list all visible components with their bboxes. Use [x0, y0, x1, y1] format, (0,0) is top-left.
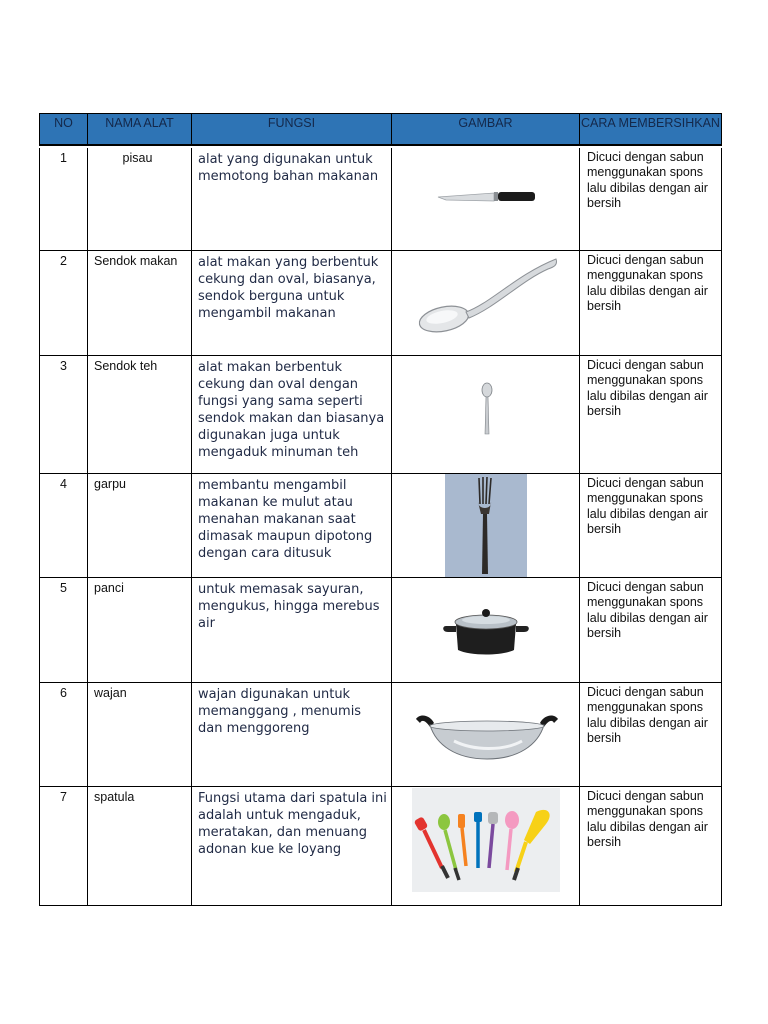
pot-image	[442, 606, 530, 656]
tool-name: spatula	[87, 787, 191, 905]
tool-function: wajan digunakan untuk memanggang , menumis dan menggoreng	[191, 683, 391, 786]
row-number: 1	[39, 148, 87, 250]
tool-function: untuk memasak sayuran, mengukus, hingga merebus air	[191, 578, 391, 682]
tool-name: wajan	[87, 683, 191, 786]
header-fungsi: FUNGSI	[191, 114, 391, 144]
cleaning-method: Dicuci dengan sabun menggunakan spons lalu dibilas dengan air bersih	[579, 683, 722, 786]
teaspoon-image	[480, 382, 494, 436]
cleaning-method: Dicuci dengan sabun menggunakan spons lalu dibilas dengan air bersih	[579, 787, 722, 905]
row-number: 7	[39, 787, 87, 905]
table-row	[39, 251, 722, 356]
cleaning-method: Dicuci dengan sabun menggunakan spons lalu dibilas dengan air bersih	[579, 578, 722, 682]
row-number: 4	[39, 474, 87, 577]
header-gambar: GAMBAR	[391, 114, 579, 144]
header-no: NO	[39, 114, 87, 144]
header-cara-membersihkan: CARA MEMBERSIHKAN	[579, 114, 722, 144]
tool-function: membantu mengambil makanan ke mulut atau menahan makanan saat dimasak maupun dipotong dengan cara ditusuk	[191, 474, 391, 577]
tool-image-cell	[391, 787, 579, 905]
tool-image-cell	[391, 251, 579, 355]
knife-image	[436, 188, 536, 204]
spatulas-image	[412, 788, 560, 892]
row-number: 6	[39, 683, 87, 786]
fork-image	[445, 474, 527, 577]
tool-function: alat yang digunakan untuk memotong bahan makanan	[191, 148, 391, 250]
tool-name: panci	[87, 578, 191, 682]
table-row	[39, 148, 722, 251]
tool-function: alat makan yang berbentuk cekung dan oval, biasanya, sendok berguna untuk mengambil makanan	[191, 251, 391, 355]
table-row	[39, 578, 722, 683]
row-number: 5	[39, 578, 87, 682]
table-row	[39, 474, 722, 578]
tool-function: alat makan berbentuk cekung dan oval dengan fungsi yang sama seperti sendok makan dan biasanya digunakan juga untuk mengaduk minuman teh	[191, 356, 391, 473]
table-row	[39, 787, 722, 906]
table-row	[39, 356, 722, 474]
tool-name: garpu	[87, 474, 191, 577]
row-number: 2	[39, 251, 87, 355]
cleaning-method: Dicuci dengan sabun menggunakan spons lalu dibilas dengan air bersih	[579, 356, 722, 473]
wok-image	[414, 711, 560, 763]
tool-name: pisau	[87, 148, 191, 250]
tool-image-cell	[391, 474, 579, 577]
tool-name: Sendok teh	[87, 356, 191, 473]
table-row	[39, 683, 722, 787]
table-header-row	[39, 113, 722, 146]
cleaning-method: Dicuci dengan sabun menggunakan spons lalu dibilas dengan air bersih	[579, 474, 722, 577]
cleaning-method: Dicuci dengan sabun menggunakan spons lalu dibilas dengan air bersih	[579, 148, 722, 250]
tablespoon-image	[416, 255, 561, 337]
cleaning-method: Dicuci dengan sabun menggunakan spons lalu dibilas dengan air bersih	[579, 251, 722, 355]
tool-image-cell	[391, 356, 579, 473]
tool-name: Sendok makan	[87, 251, 191, 355]
row-number: 3	[39, 356, 87, 473]
tool-image-cell	[391, 683, 579, 786]
tool-image-cell	[391, 148, 579, 250]
tool-function: Fungsi utama dari spatula ini adalah untuk mengaduk, meratakan, dan menuang adonan kue ke loyang	[191, 787, 391, 905]
header-nama-alat: NAMA ALAT	[87, 114, 191, 144]
tool-image-cell	[391, 578, 579, 682]
